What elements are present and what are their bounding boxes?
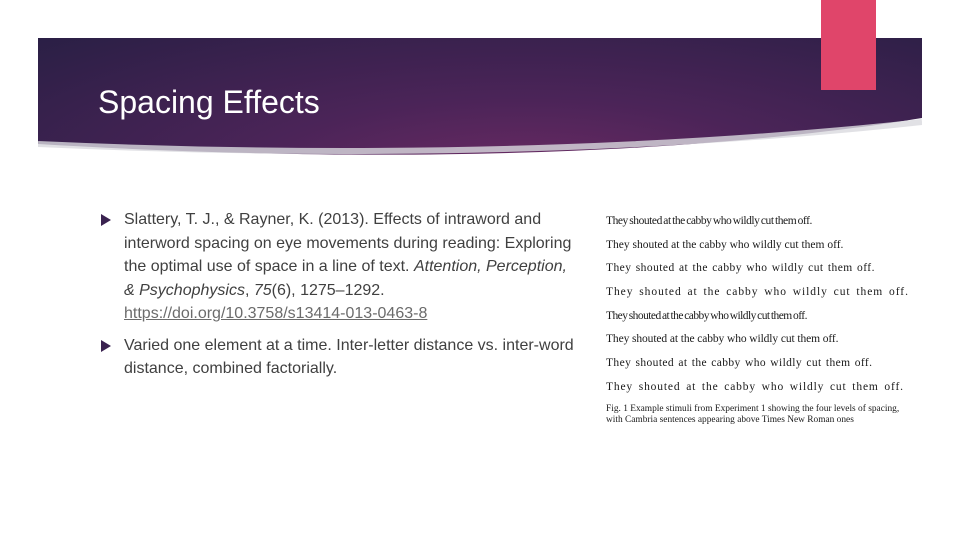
citation-volume: 75: [253, 281, 272, 299]
note-text: Varied one element at a time. Inter-letter distance vs. inter-word distance, combined factorially.: [124, 336, 574, 377]
stimulus-line: They shouted at the cabby who wildly cut them off.: [606, 380, 904, 393]
citation-issue-pages: (6), 1275–1292.: [271, 281, 385, 299]
figure-caption: [606, 404, 918, 427]
stimulus-line: They shouted at the cabby who wildly cut them off.: [606, 215, 812, 227]
stimuli-figure: [606, 210, 918, 427]
bullet-item-note: [100, 334, 575, 381]
citation-sep: ,: [244, 281, 254, 299]
triangle-bullet-icon: [100, 214, 112, 226]
bullet-list: [100, 208, 575, 389]
stimulus-line: They shouted at the cabby who wildly cut them off.: [606, 286, 909, 299]
doi-link[interactable]: https://doi.org/10.3758/s13414-013-0463-8: [124, 305, 428, 322]
bullet-item-citation: [100, 208, 575, 326]
stimulus-line: They shouted at the cabby who wildly cut them off.: [606, 309, 807, 322]
stimulus-line: They shouted at the cabby who wildly cut them off.: [606, 357, 873, 370]
accent-tab: [821, 0, 876, 90]
slide-title: Spacing Effects: [98, 84, 320, 120]
caption-label: Fig. 1: [606, 403, 628, 414]
header-swoosh-decoration: [38, 118, 922, 178]
caption-text: Example stimuli from Experiment 1 showing the four levels of spacing, with Cambria sentences appearing above Times New Roman ones: [606, 403, 900, 425]
citation-authors-title: Slattery, T. J., & Rayner, K. (2013). Effects of intraword and interword spacing on eye movements during reading: Exploring the optimal use of space in a line of text.: [124, 211, 572, 275]
citation-journal: Attention, Perception, & Psychophysics: [124, 258, 567, 299]
stimulus-line: They shouted at the cabby who wildly cut them off.: [606, 262, 875, 275]
stimulus-line: They shouted at the cabby who wildly cut them off.: [606, 238, 844, 251]
triangle-bullet-icon: [100, 340, 112, 352]
stimulus-line: They shouted at the cabby who wildly cut them off.: [606, 333, 839, 346]
